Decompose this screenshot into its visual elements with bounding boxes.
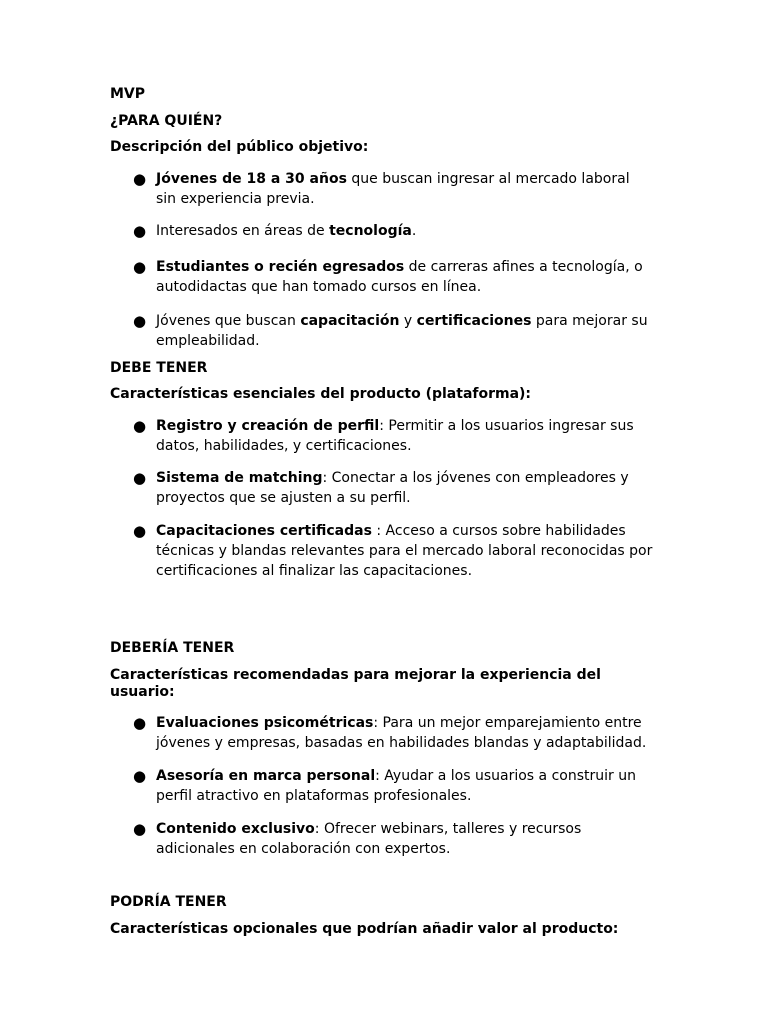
list-item [133, 766, 653, 806]
bullet-icon: ● [133, 469, 147, 487]
list-item-text: Jóvenes que buscan capacitación y certificaciones para mejorar su empleabilidad. [156, 313, 648, 349]
bullet-icon: ● [133, 714, 147, 732]
bullet-icon: ● [133, 258, 147, 276]
list-item-text: Contenido exclusivo: Ofrecer webinars, talleres y recursos adicionales en colaboración con expertos. [156, 821, 582, 857]
section-question: ¿PARA QUIÉN? [110, 113, 223, 129]
must-have-description: Características esenciales del producto (plataforma): [110, 386, 532, 402]
list-item [133, 221, 653, 241]
list-item [133, 257, 653, 297]
bullet-icon: ● [133, 417, 147, 435]
list-item-text: Registro y creación de perfil: Permitir a los usuarios ingresar sus datos, habilidades, y certificaciones. [156, 418, 634, 454]
could-have-description: Características opcionales que podrían añadir valor al producto: [110, 921, 619, 937]
should-have-description: Características recomendadas para mejorar la experiencia del usuario: [110, 667, 601, 700]
list-item [133, 169, 653, 209]
bullet-icon: ● [133, 222, 147, 240]
list-item-text: Estudiantes o recién egresados de carreras afines a tecnología, o autodidactas que han tomado cursos en línea. [156, 259, 643, 295]
list-item-text: Jóvenes de 18 a 30 años que buscan ingresar al mercado laboral sin experiencia previa. [156, 171, 630, 207]
list-item [133, 468, 653, 508]
must-have-title: DEBE TENER [110, 360, 208, 376]
bullet-icon: ● [133, 522, 147, 540]
could-have-title: PODRÍA TENER [110, 894, 227, 910]
list-item [133, 521, 653, 581]
list-item-text: Sistema de matching: Conectar a los jóvenes con empleadores y proyectos que se ajusten a su perfil. [156, 470, 629, 506]
doc-title: MVP [110, 86, 146, 102]
bullet-icon: ● [133, 820, 147, 838]
list-item-text: Evaluaciones psicométricas: Para un mejor emparejamiento entre jóvenes y empresas, basadas en habilidades blandas y adaptabilidad. [156, 715, 647, 751]
bullet-icon: ● [133, 170, 147, 188]
audience-description: Descripción del público objetivo: [110, 139, 369, 155]
list-item [133, 819, 653, 859]
list-item [133, 416, 653, 456]
bullet-icon: ● [133, 767, 147, 785]
list-item [133, 311, 653, 351]
list-item [133, 713, 653, 753]
bullet-icon: ● [133, 312, 147, 330]
list-item-text: Capacitaciones certificadas : Acceso a cursos sobre habilidades técnicas y blandas relevantes para el mercado laboral reconocidas por certificaciones al finalizar las capacitaciones. [156, 523, 653, 579]
list-item-text: Asesoría en marca personal: Ayudar a los usuarios a construir un perfil atractivo en plataformas profesionales. [156, 768, 636, 804]
should-have-title: DEBERÍA TENER [110, 640, 235, 656]
list-item-text: Interesados en áreas de tecnología. [156, 223, 417, 239]
